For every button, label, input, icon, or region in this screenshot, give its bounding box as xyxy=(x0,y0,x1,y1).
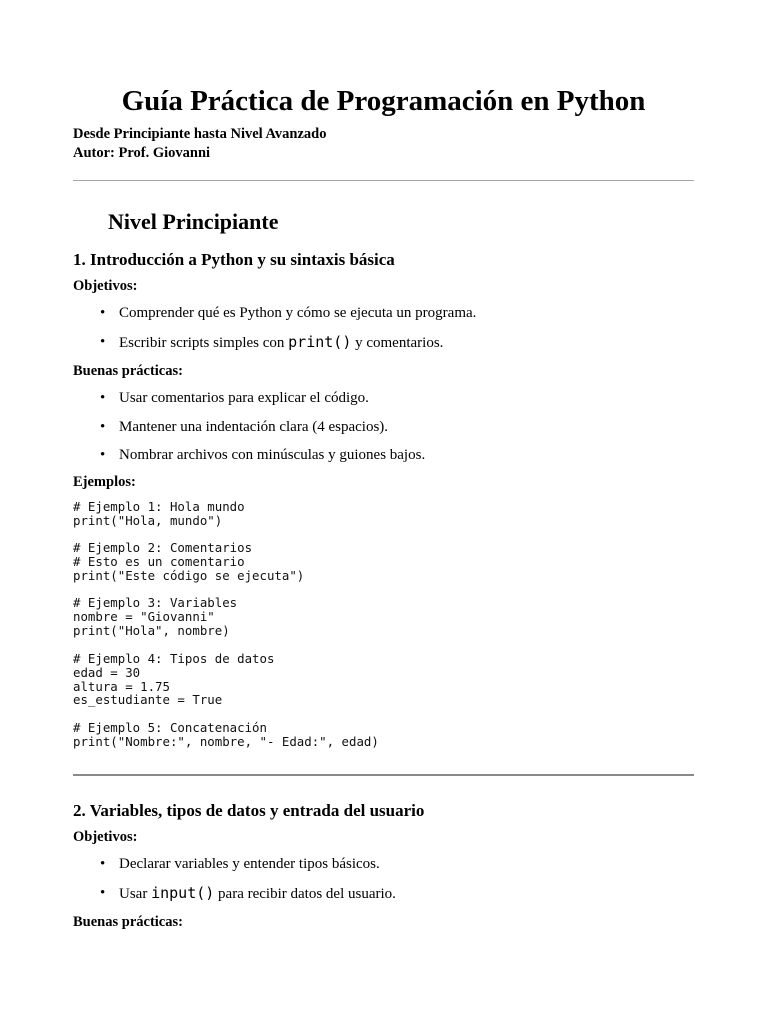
section-1-practices-label: Buenas prácticas: xyxy=(73,363,183,379)
section-divider xyxy=(73,774,694,776)
inline-code: input() xyxy=(151,883,215,902)
code-example-1: # Ejemplo 1: Hola mundo print("Hola, mundo") xyxy=(73,499,245,528)
code-example-3: # Ejemplo 3: Variables nombre = "Giovanni" print("Hola", nombre) xyxy=(73,595,238,638)
level-heading: Nivel Principiante xyxy=(108,209,279,234)
section-1-heading: 1. Introducción a Python y su sintaxis básica xyxy=(73,250,395,269)
list-item: • Nombrar archivos con minúsculas y guiones bajos. xyxy=(73,446,694,464)
section-1-practices-list xyxy=(73,389,694,464)
code-example-2: # Ejemplo 2: Comentarios # Esto es un comentario print("Este código se ejecuta") xyxy=(73,540,305,583)
section-2-heading: 2. Variables, tipos de datos y entrada del usuario xyxy=(73,801,425,820)
list-item: • Escribir scripts simples con print() y comentarios. xyxy=(73,333,694,351)
section-2-objectives-list xyxy=(73,855,694,902)
section-1-objectives-list xyxy=(73,304,694,351)
document-title: Guía Práctica de Programación en Python xyxy=(121,85,646,117)
header-divider xyxy=(73,180,694,181)
code-example-4: # Ejemplo 4: Tipos de datos edad = 30 altura = 1.75 es_estudiante = True xyxy=(73,651,275,708)
section-1-examples-label: Ejemplos: xyxy=(73,474,136,490)
document-subtitle: Desde Principiante hasta Nivel Avanzado xyxy=(73,126,327,142)
list-item: • Comprender qué es Python y cómo se ejecuta un programa. xyxy=(73,304,694,322)
list-item: • Declarar variables y entender tipos básicos. xyxy=(73,855,694,873)
section-2-practices-label: Buenas prácticas: xyxy=(73,914,183,930)
list-item: • Usar input() para recibir datos del usuario. xyxy=(73,884,694,902)
section-2-objectives-label: Objetivos: xyxy=(73,829,138,845)
section-1-objectives-label: Objetivos: xyxy=(73,278,138,294)
inline-code: print() xyxy=(288,332,352,351)
code-example-5: # Ejemplo 5: Concatenación print("Nombre:", nombre, "- Edad:", edad) xyxy=(73,720,379,749)
document-author: Autor: Prof. Giovanni xyxy=(73,145,211,161)
list-item: • Mantener una indentación clara (4 espacios). xyxy=(73,418,694,436)
list-item: • Usar comentarios para explicar el código. xyxy=(73,389,694,407)
